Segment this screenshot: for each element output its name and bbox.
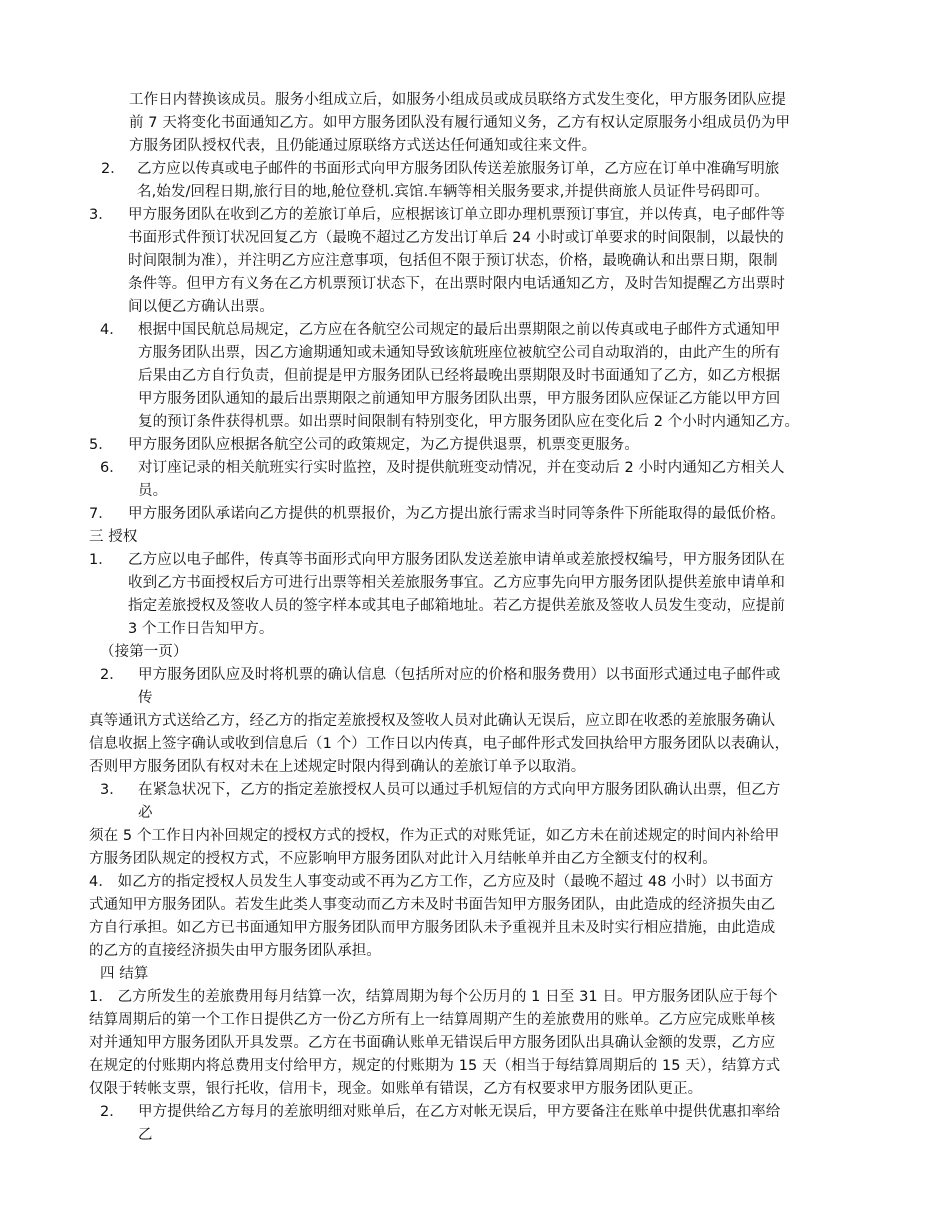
item-line: 复的预订条件获得机票。如出票时间限制有特别变化，甲方服务团队应在变化后 2 个小时内通知乙方。 [138,414,800,430]
item-line: 书面形式件预订状况回复乙方（最晚不超过乙方发出订单后 24 小时或订单要求的时间限制，以最快的 [128,230,784,246]
item-number: 2． [100,667,124,683]
item-number: 3． [100,782,124,798]
item-line: 乙方应以电子邮件，传真等书面形式向甲方服务团队发送差旅申请单或差旅授权编号，甲方服务团队在 [128,552,785,568]
item-line: 真等通讯方式送给乙方，经乙方的指定差旅授权及签收人员对此确认无误后，应立即在收悉的差旅服务确认 [89,713,776,729]
item-line: 须在 5 个工作日内补回规定的授权方式的授权，作为正式的对账凭证，如乙方未在前述规定的时间内补给甲 [89,828,780,844]
item-line: 乙 [138,1127,153,1143]
item-number: 5． [89,437,113,453]
item-line: 结算周期后的第一个工作日提供乙方一份乙方所有上一结算周期产生的差旅费用的账单。乙方应完成账单核 [89,1012,776,1028]
intro-line: 工作日内替换该成员。服务小组成立后，如服务小组成员或成员联络方式发生变化，甲方服务团队应提 [129,92,786,108]
item-number: 7． [89,506,113,522]
item-line: 甲方服务团队在收到乙方的差旅订单后，应根据该订单立即办理机票预订事宜，并以传真，电子邮件等 [128,207,785,223]
item-line: 4． 如乙方的指定授权人员发生人事变动或不再为乙方工作，乙方应及时（最晚不超过 48 小时）以书面方 [89,874,774,890]
item-line: 根据中国民航总局规定，乙方应在各航空公司规定的最后出票期限之前以传真或电子邮件方式通知甲 [138,322,781,338]
item-line: 3 个工作日告知甲方。 [128,621,274,637]
item-line: 时间限制为准），并注明乙方应注意事项，包括但不限于预订状态，价格，最晚确认和出票日期，限制 [128,253,778,269]
item-line: 的乙方的直接经济损失由甲方服务团队承担。 [89,943,381,959]
continued-note: （接第一页） [100,644,188,660]
section-heading-settlement: 四 结算 [100,966,149,982]
item-line: 信息收据上签字确认或收到信息后（1 个）工作日以内传真，电子邮件形式发回执给甲方服务团队以表确认， [89,736,790,752]
item-line: 后果由乙方自行负责，但前提是甲方服务团队已经将最晚出票期限及时书面通知了乙方，如乙方根据 [138,368,781,384]
item-number: 6． [100,460,124,476]
item-line: 式通知甲方服务团队。若发生此类人事变动而乙方未及时书面告知甲方服务团队，由此造成的经济损失由乙 [89,897,776,913]
item-line: 必 [138,805,153,821]
item-line: 甲方服务团队承诺向乙方提供的机票报价，为乙方提出旅行需求当时同等条件下所能取得的最低价格。 [128,506,785,522]
item-number: 1． [89,552,113,568]
item-line: 名,始发/回程日期,旅行目的地,舱位登机.宾馆.车辆等相关服务要求,并提供商旅人员证件号码即可。 [137,184,769,200]
item-line: 传 [138,690,153,706]
item-line: 乙方应以传真或电子邮件的书面形式向甲方服务团队传送差旅服务订单，乙方应在订单中准确写明旅 [137,161,780,177]
item-line: 条件等。但甲方有义务在乙方机票预订状态下，在出票时限内电话通知乙方，及时告知提醒乙方出票时 [128,276,785,292]
item-line: 甲方提供给乙方每月的差旅明细对账单后，在乙方对帐无误后，甲方要备注在账单中提供优惠扣率给 [138,1104,781,1120]
intro-line: 前 7 天将变化书面通知乙方。如甲方服务团队没有履行通知义务，乙方有权认定原服务小组成员仍为甲 [129,115,791,131]
item-line: 甲方服务团队通知的最后出票期限之前通知甲方服务团队出票，甲方服务团队应保证乙方能以甲方回 [138,391,781,407]
item-line: 1． 乙方所发生的差旅费用每月结算一次，结算周期为每个公历月的 1 日至 31 日。甲方服务团队应于每个 [89,989,778,1005]
item-line: 对订座记录的相关航班实行实时监控，及时提供航班变动情况，并在变动后 2 小时内通知乙方相关人 [138,460,785,476]
item-line: 否则甲方服务团队有权对未在上述规定时限内得到确认的差旅订单予以取消。 [89,759,586,775]
item-line: 间以便乙方确认出票。 [128,299,274,315]
item-line: 在规定的付账期内将总费用支付给甲方，规定的付账期为 15 天（相当于每结算周期后的 15 天），结算方式 [89,1058,781,1074]
item-number: 2． [101,161,125,177]
item-line: 在紧急状况下，乙方的指定差旅授权人员可以通过手机短信的方式向甲方服务团队确认出票，但乙方 [138,782,781,798]
section-heading-authorization: 三 授权 [89,529,138,545]
item-number: 4． [100,322,124,338]
item-line: 仅限于转帐支票，银行托收，信用卡，现金。如账单有错误，乙方有权要求甲方服务团队更正。 [89,1081,703,1097]
item-line: 员。 [138,483,168,499]
intro-line: 方服务团队授权代表，且仍能通过原联络方式送达任何通知或往来文件。 [129,138,597,154]
item-line: 对并通知甲方服务团队开具发票。乙方在书面确认账单无错误后甲方服务团队出具确认金额的发票，乙方应 [89,1035,776,1051]
item-number: 3． [89,207,113,223]
item-number: 2． [100,1104,124,1120]
item-line: 方自行承担。如乙方已书面通知甲方服务团队而甲方服务团队未予重视并且未及时实行相应措施，由此造成 [89,920,776,936]
item-line: 指定差旅授权及签收人员的签字样本或其电子邮箱地址。若乙方提供差旅及签收人员发生变动，应提前 [128,598,785,614]
item-line: 方服务团队规定的授权方式，不应影响甲方服务团队对此计入月结帐单并由乙方全额支付的权利。 [89,851,717,867]
item-line: 甲方服务团队应根据各航空公司的政策规定，为乙方提供退票，机票变更服务。 [128,437,639,453]
item-line: 方服务团队出票，因乙方逾期通知或未通知导致该航班座位被航空公司自动取消的，由此产生的所有 [138,345,781,361]
item-line: 收到乙方书面授权后方可进行出票等相关差旅服务事宜。乙方应事先向甲方服务团队提供差旅申请单和 [128,575,785,591]
item-line: 甲方服务团队应及时将机票的确认信息（包括所对应的价格和服务费用）以书面形式通过电子邮件或 [138,667,781,683]
